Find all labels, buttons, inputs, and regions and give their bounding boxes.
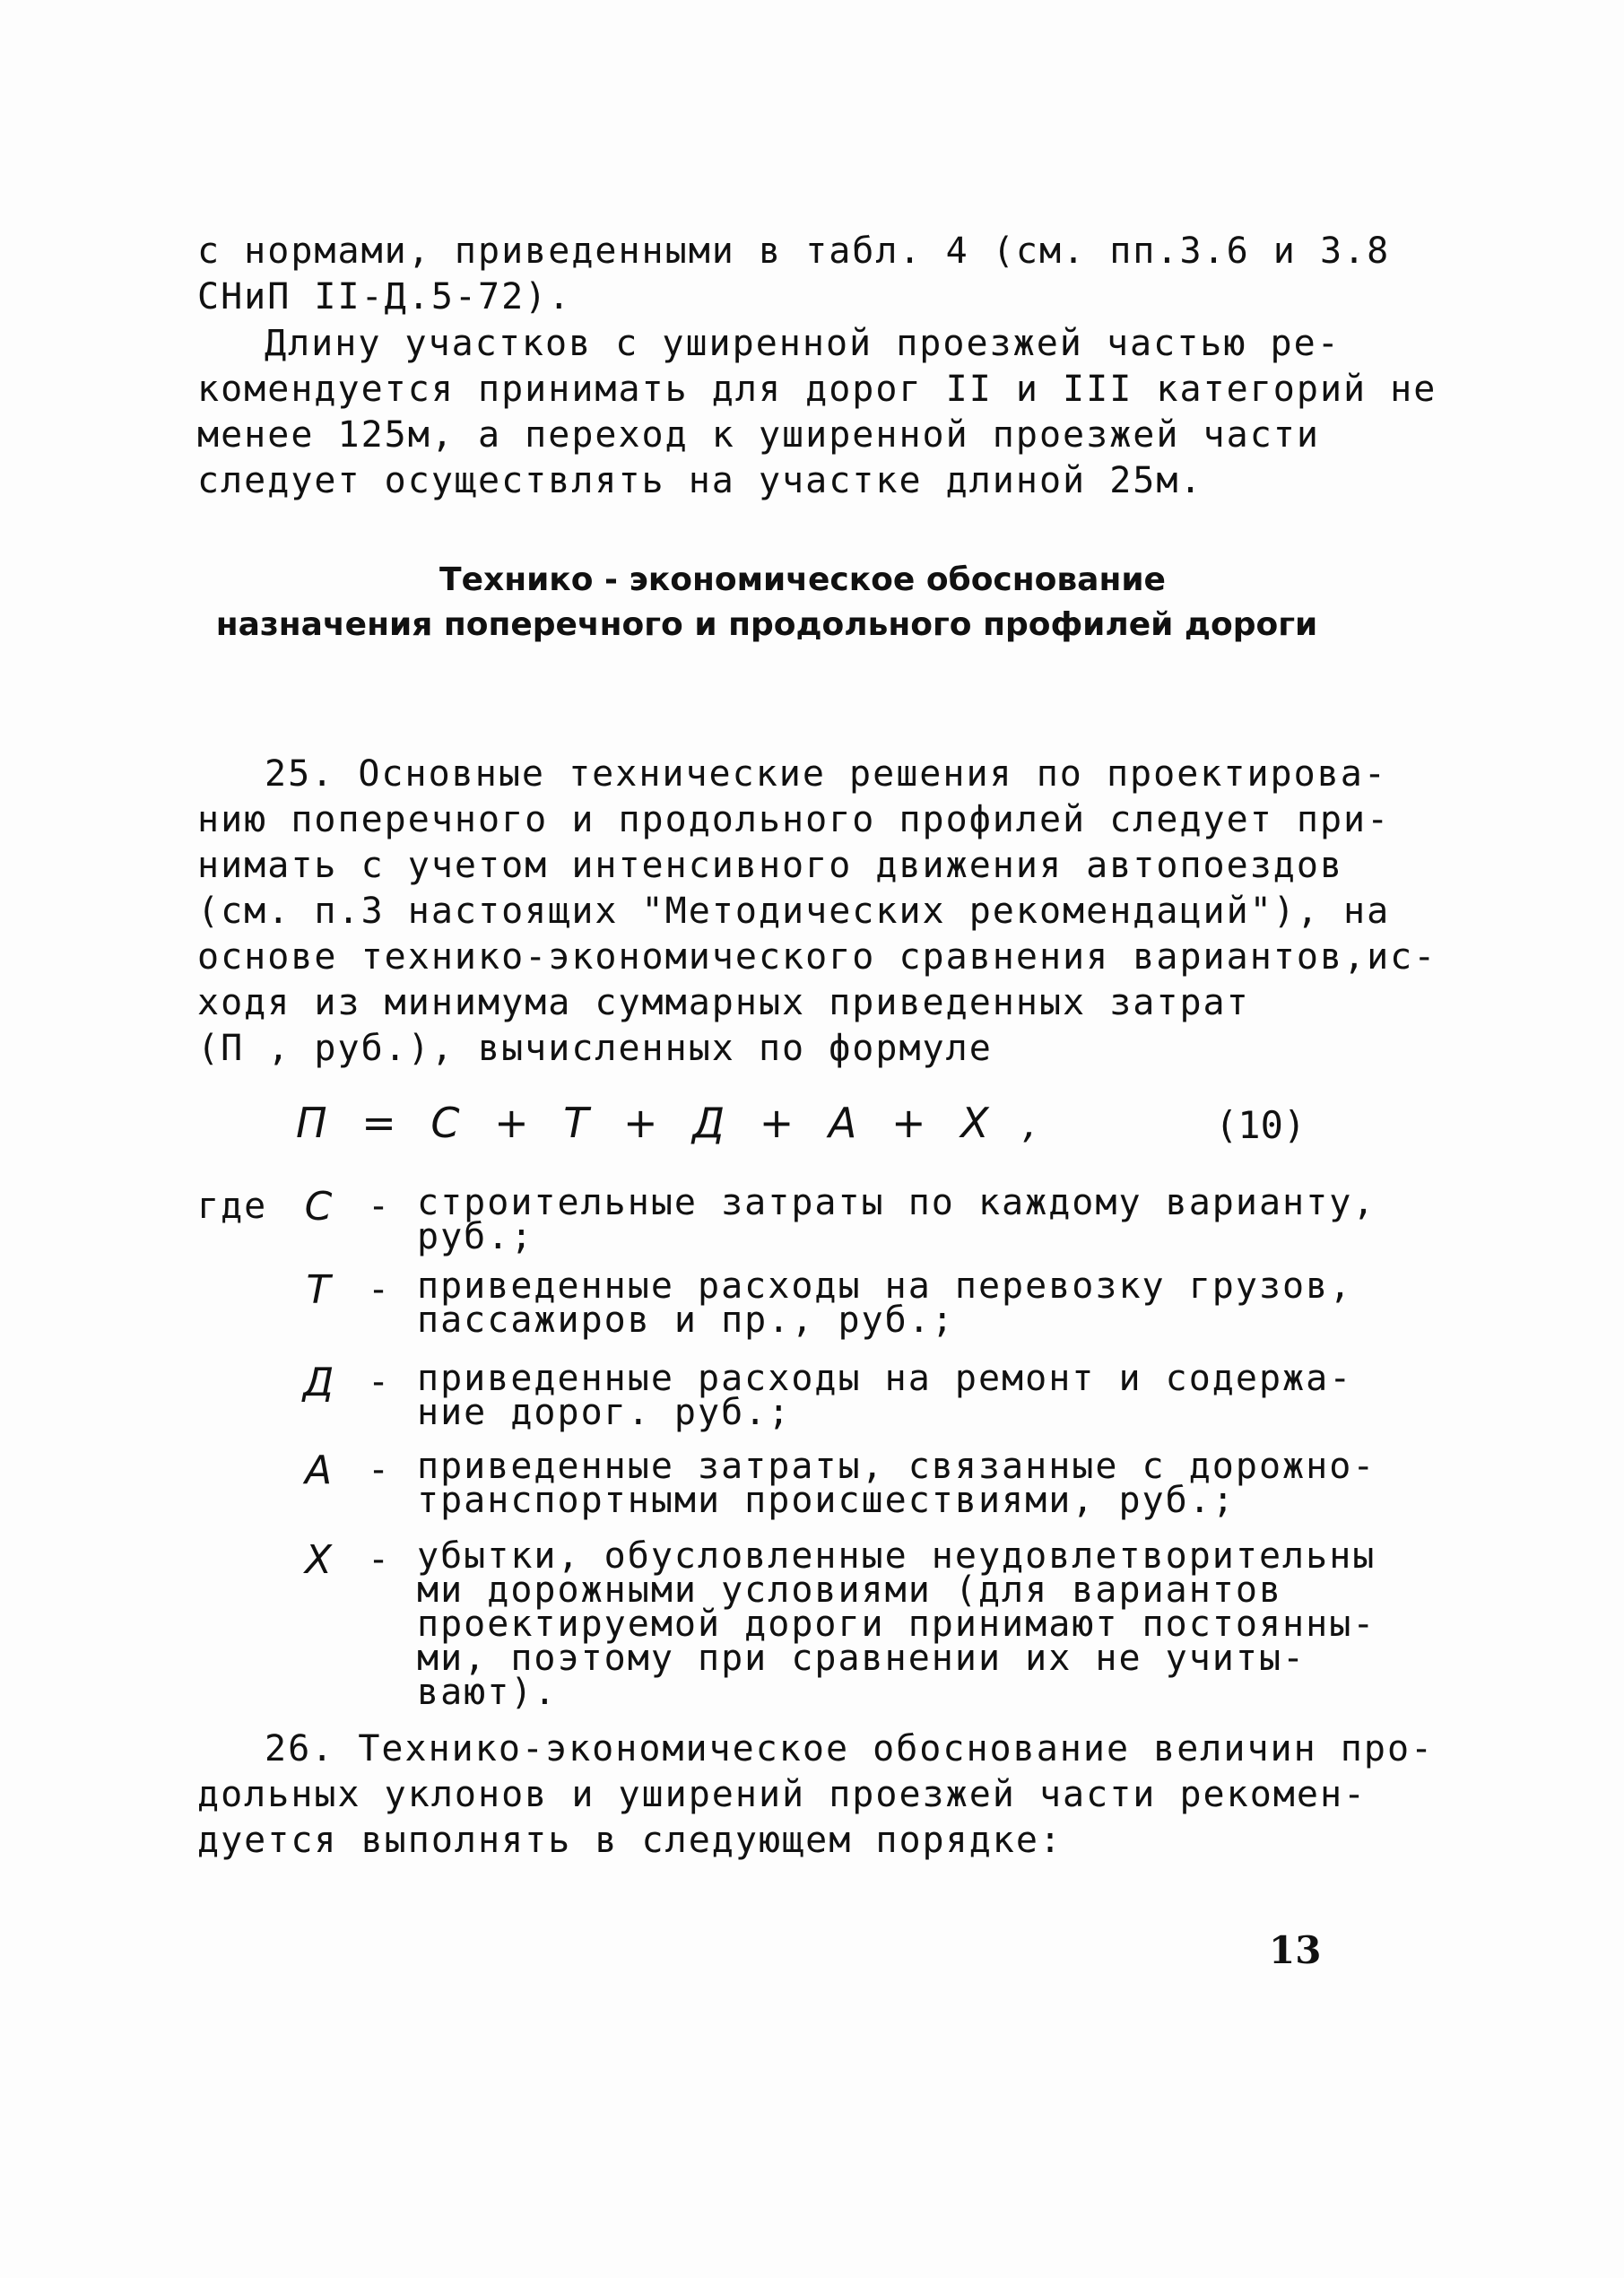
- where-label: где: [197, 1186, 268, 1227]
- definition-symbol-d: Д: [302, 1360, 334, 1405]
- definition-dash: -: [368, 1449, 390, 1491]
- text-line: убытки, обусловленные неудовлетворительны: [417, 1535, 1376, 1577]
- text-line: 26. Технико-экономическое обоснование величин про-: [265, 1728, 1435, 1769]
- text-line: с нормами, приведенными в табл. 4 (см. пп.3.6 и 3.8: [197, 230, 1391, 272]
- text-line: дольных уклонов и уширений проезжей части рекомен-: [197, 1774, 1368, 1815]
- text-line: строительные затраты по каждому варианту,: [417, 1182, 1376, 1223]
- definition-symbol-x: Х: [304, 1537, 333, 1583]
- definition-symbol-a: А: [304, 1448, 333, 1493]
- text-line: следует осуществлять на участке длиной 25м.: [197, 460, 1203, 501]
- definition-dash: -: [368, 1539, 390, 1580]
- text-line: ние дорог. руб.;: [417, 1392, 792, 1433]
- definition-text-a: [417, 1446, 1376, 1521]
- text-line: нимать с учетом интенсивного движения автопоездов: [197, 845, 1344, 886]
- text-line: приведенные расходы на перевозку грузов,: [417, 1265, 1353, 1307]
- text-line: ми, поэтому при сравнении их не учиты-: [417, 1638, 1307, 1679]
- text-line: менее 125м, а переход к уширенной проезжей части: [197, 414, 1320, 456]
- heading-line-1: Технико - экономическое обоснование: [439, 561, 1166, 598]
- text-line: основе технико-экономического сравнения вариантов,ис-: [197, 936, 1437, 978]
- text-line: транспортными происшествиями, руб.;: [417, 1480, 1236, 1521]
- text-line: вают).: [417, 1672, 558, 1713]
- text-line: 25. Основные технические решения по проектирова-: [265, 753, 1387, 795]
- text-line: приведенные затраты, связанные с дорожно-: [417, 1446, 1376, 1487]
- heading-line-2: назначения поперечного и продольного профилей дороги: [215, 606, 1318, 643]
- definition-text-c: [417, 1182, 1376, 1257]
- definition-text-t: [417, 1265, 1353, 1341]
- definition-text-d: [417, 1358, 1353, 1433]
- section-heading: [197, 558, 1336, 648]
- text-line: (см. п.3 настоящих "Методических рекомендаций"), на: [197, 891, 1391, 932]
- definition-symbol-c: С: [304, 1184, 333, 1230]
- text-line: дуется выполнять в следующем порядке:: [197, 1820, 1064, 1861]
- text-line: (П , руб.), вычисленных по формуле: [197, 1028, 993, 1069]
- definition-dash: -: [368, 1269, 390, 1310]
- page-number: 13: [1269, 1928, 1322, 1972]
- text-line: проектируемой дороги принимают постоянны-: [417, 1604, 1376, 1645]
- text-line: ходя из минимума суммарных приведенных затрат: [197, 982, 1250, 1023]
- text-line: комендуется принимать для дорог II и III категорий не: [197, 369, 1437, 410]
- definition-dash: -: [368, 1186, 390, 1227]
- definition-text-x: [417, 1535, 1376, 1713]
- text-line: руб.;: [417, 1216, 534, 1257]
- formula-number: (10): [1215, 1103, 1307, 1147]
- text-line: Длину участков с уширенной проезжей частью ре-: [265, 323, 1341, 364]
- paragraph-25: [197, 752, 1437, 1072]
- definition-dash: -: [368, 1361, 390, 1403]
- definition-symbol-t: Т: [306, 1267, 331, 1313]
- text-line: пассажиров и пр., руб.;: [417, 1300, 955, 1341]
- text-line: ми дорожными условиями (для вариантов: [417, 1569, 1283, 1611]
- text-line: нию поперечного и продольного профилей следует при-: [197, 799, 1391, 840]
- length-paragraph: [197, 321, 1437, 504]
- intro-paragraph: [197, 229, 1391, 320]
- paragraph-26: [197, 1726, 1435, 1864]
- formula-expression: П = С + Т + Д + А + Х ,: [296, 1099, 1047, 1147]
- text-line: СНиП II-Д.5-72).: [197, 276, 572, 317]
- text-line: приведенные расходы на ремонт и содержа-: [417, 1358, 1353, 1399]
